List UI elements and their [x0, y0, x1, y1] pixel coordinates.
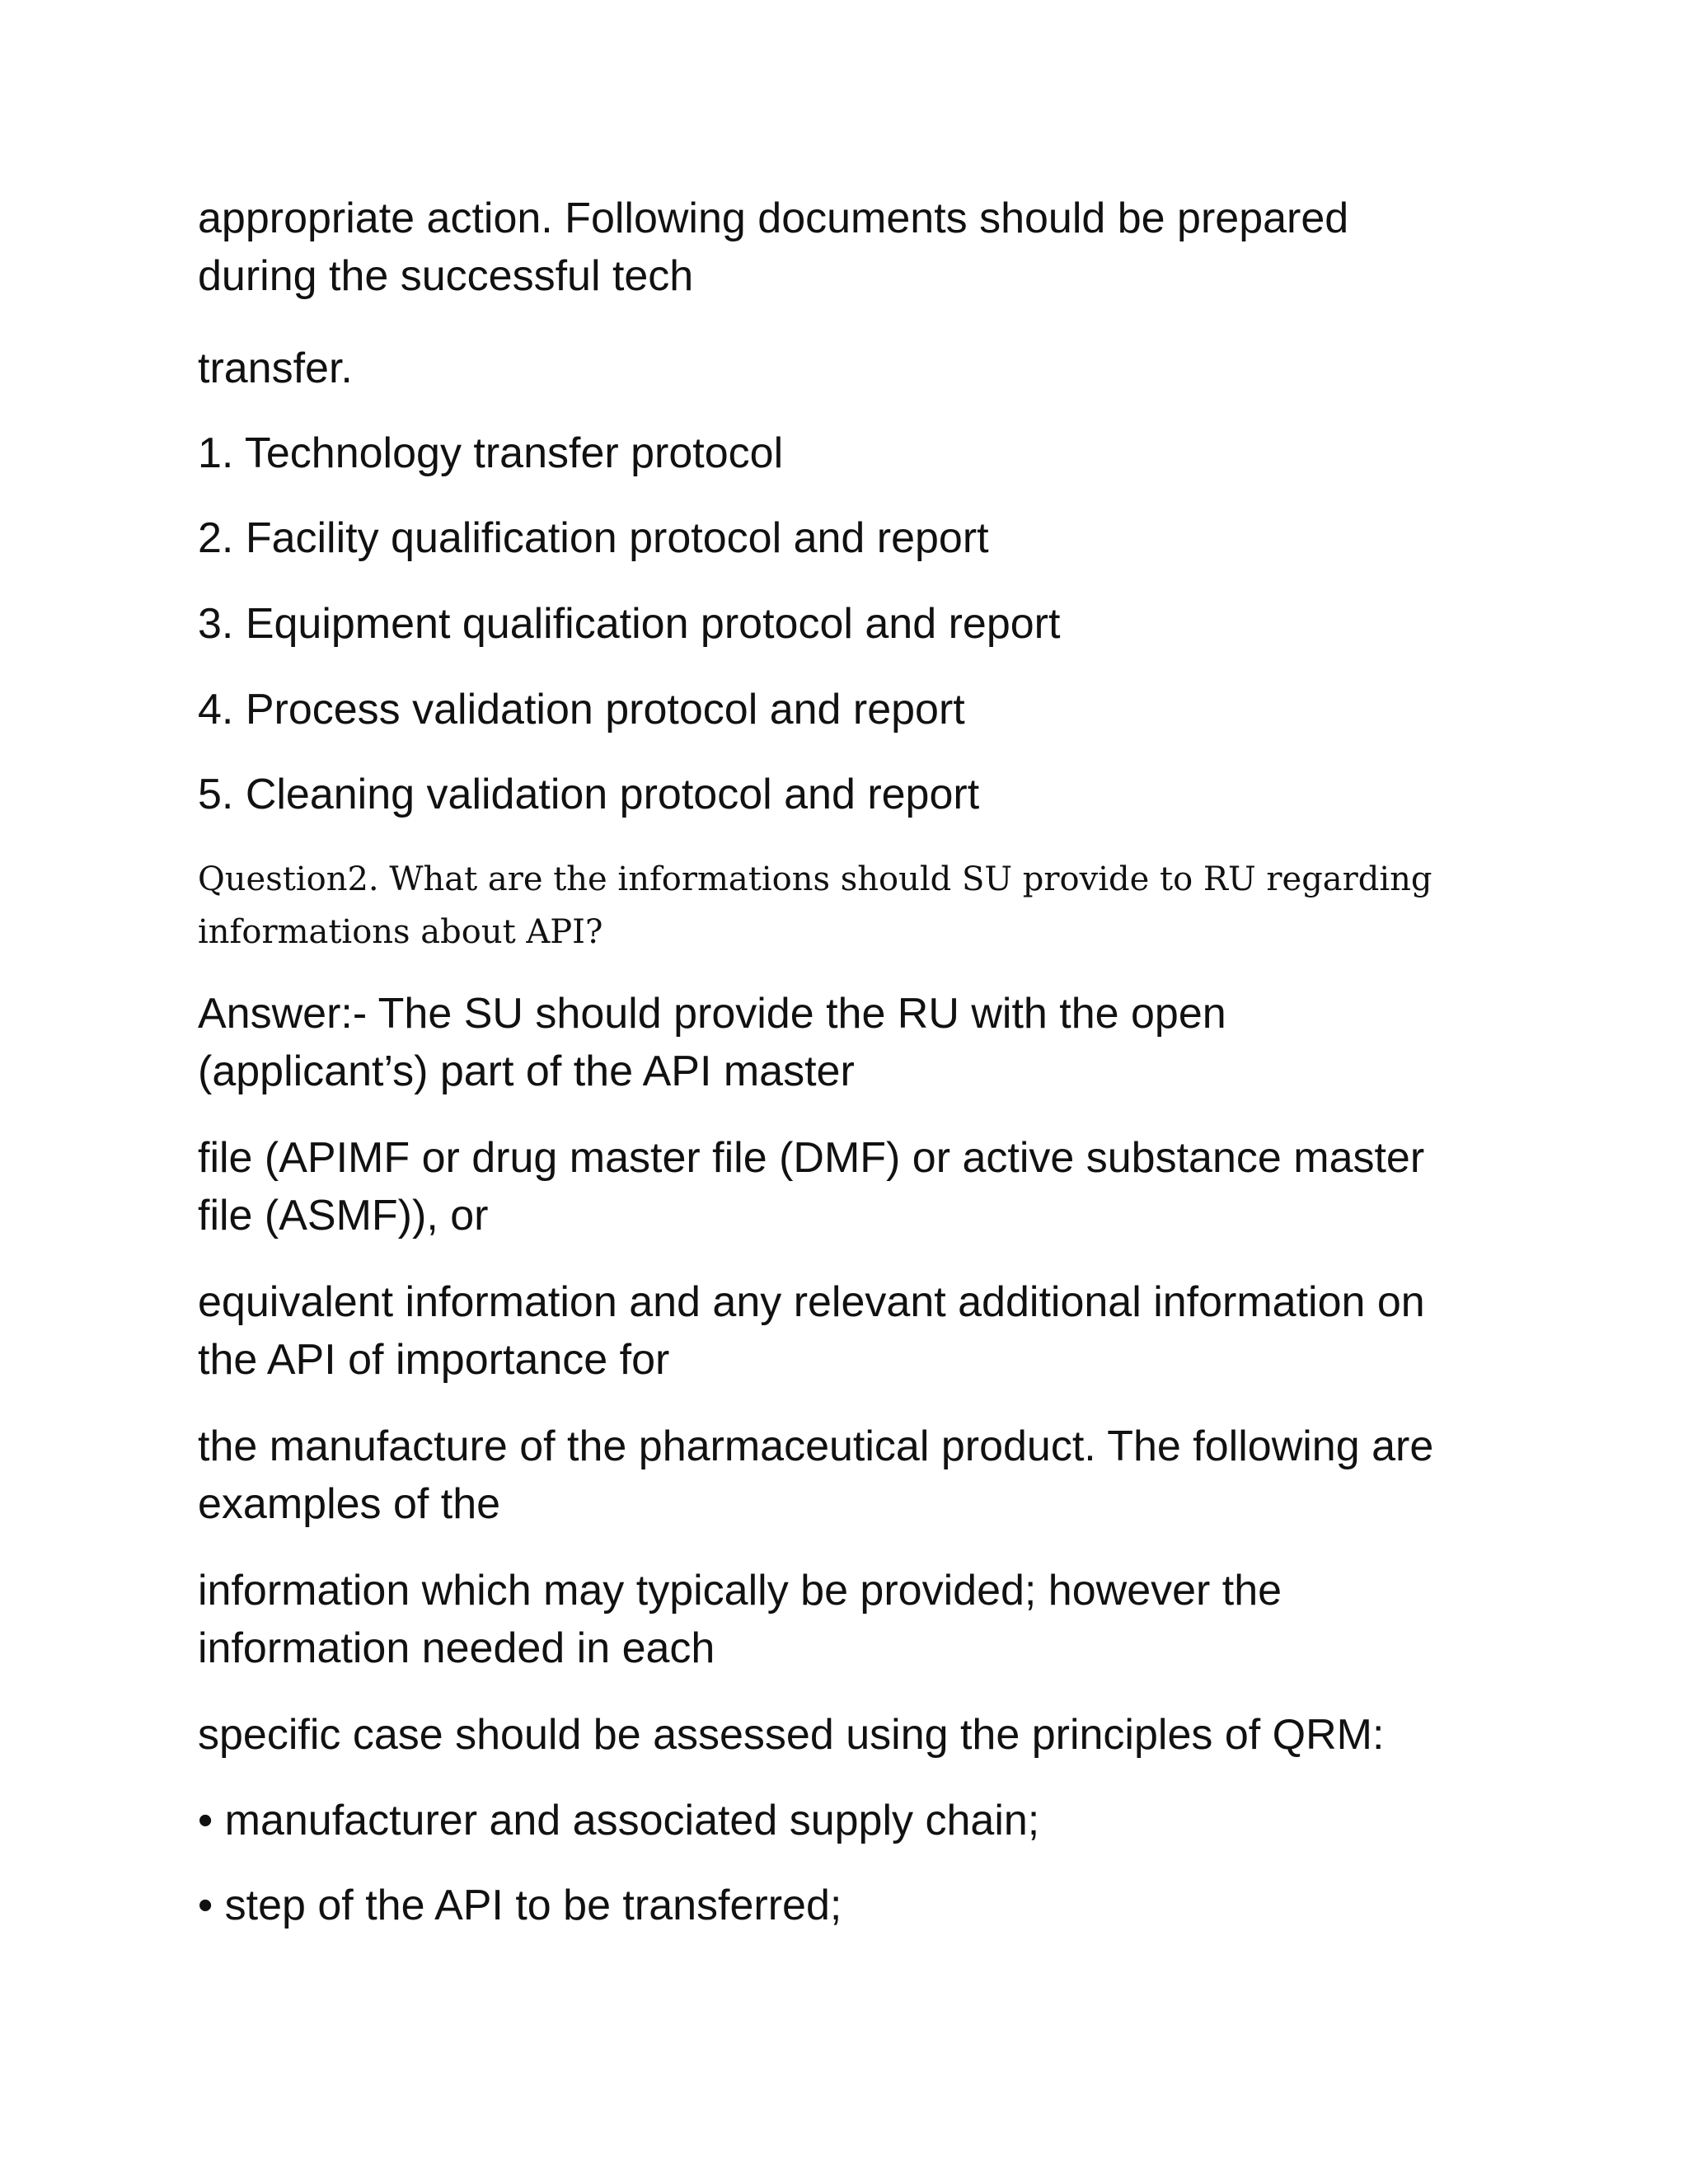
- answer-paragraph: the manufacture of the pharmaceutical product. The following are examples of the: [198, 1422, 1434, 1528]
- bullet-item: • step of the API to be transferred;: [198, 1882, 842, 1929]
- question-heading: Question2. What are the informations should SU provide to RU regarding informations about API?: [198, 860, 1432, 951]
- intro-continuation: transfer.: [198, 344, 353, 392]
- answer-paragraph: information which may typically be provided; however the information needed in each: [198, 1567, 1282, 1672]
- answer-paragraph: file (APIMF or drug master file (DMF) or active substance master file (ASMF)), or: [198, 1134, 1425, 1240]
- list-item: 3. Equipment qualification protocol and report: [198, 600, 1061, 648]
- intro-paragraph: [198, 190, 1484, 305]
- answer-paragraph: equivalent information and any relevant additional information on the API of importance for: [198, 1278, 1425, 1384]
- answer-paragraph: Answer:- The SU should provide the RU with the open (applicant’s) part of the API master: [198, 990, 1226, 1095]
- answer-paragraph: specific case should be assessed using the principles of QRM:: [198, 1711, 1385, 1759]
- list-item: 2. Facility qualification protocol and report: [198, 514, 989, 562]
- bullet-item: • manufacturer and associated supply chain;: [198, 1797, 1040, 1844]
- list-item: 5. Cleaning validation protocol and report: [198, 771, 980, 818]
- list-item: 1. Technology transfer protocol: [198, 429, 784, 477]
- intro-line: appropriate action. Following documents should be prepared: [198, 194, 1349, 242]
- intro-line: during the successful tech: [198, 252, 694, 300]
- list-item: 4. Process validation protocol and report: [198, 686, 965, 733]
